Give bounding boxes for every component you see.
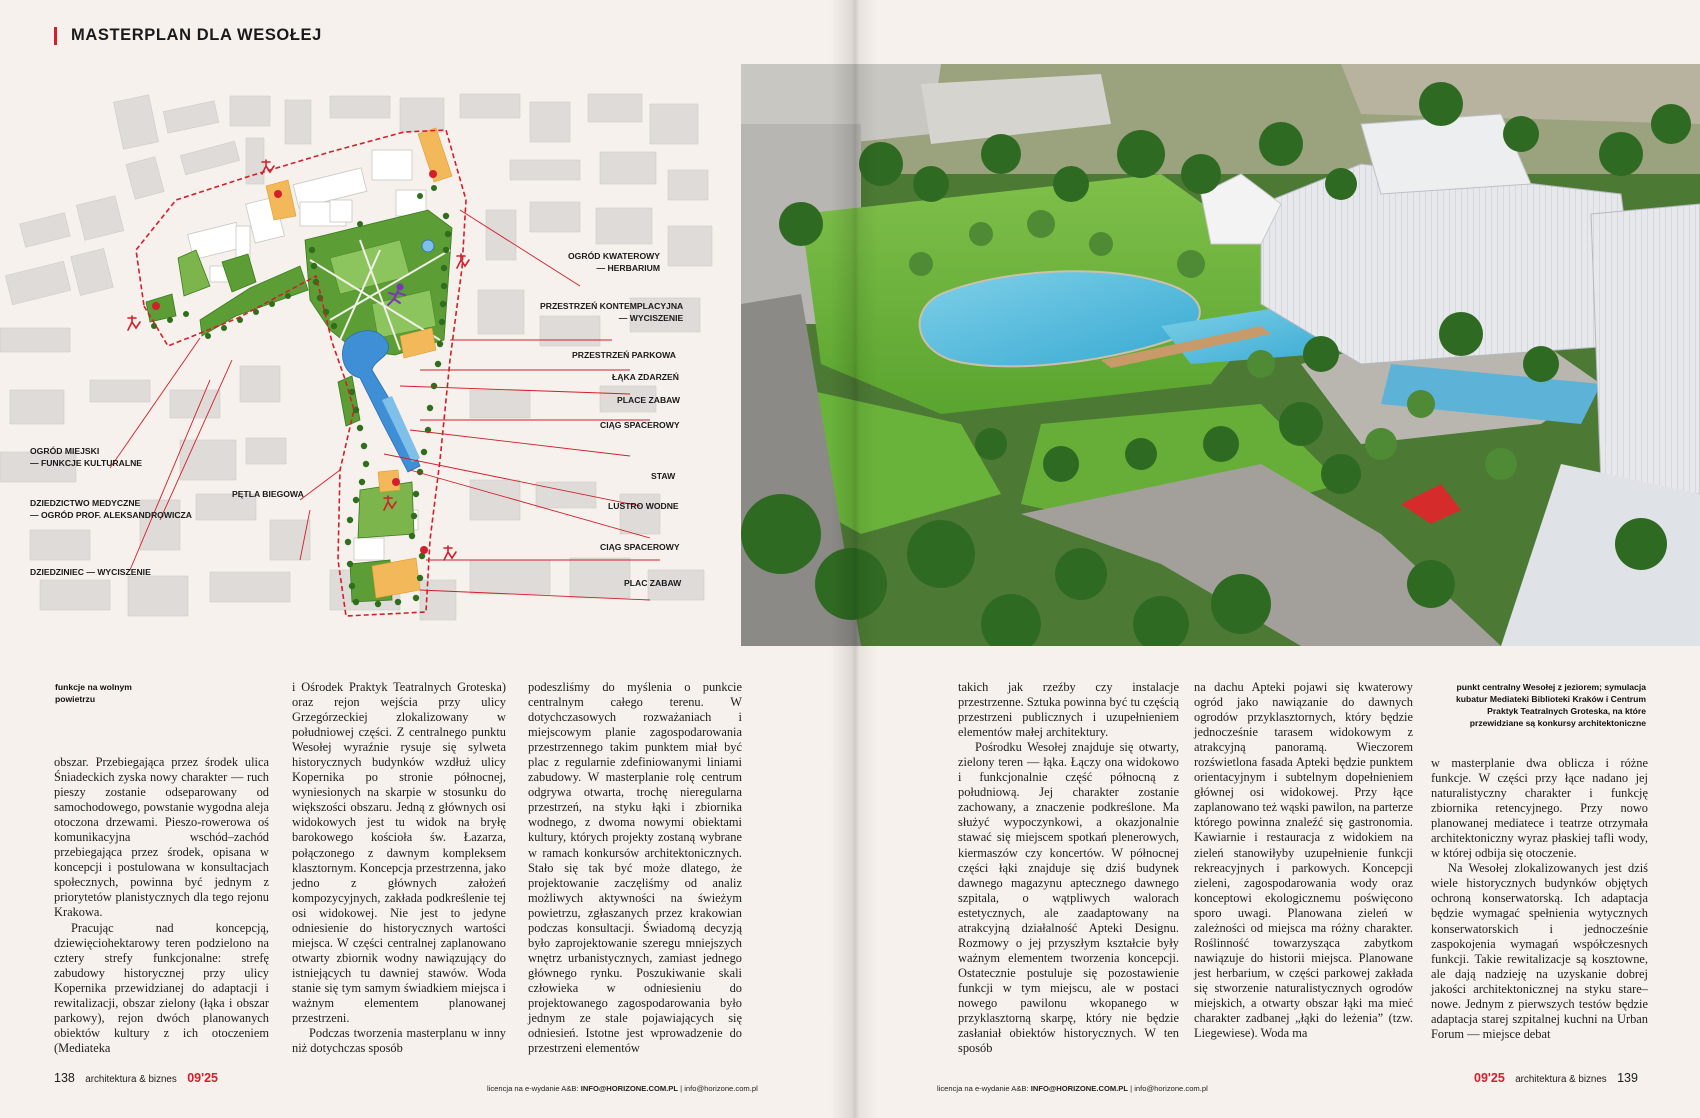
page-number: 139: [1617, 1071, 1638, 1085]
page-number: 138: [54, 1071, 75, 1085]
label-laka-zdarzen: ŁĄKA ZDARZEŃ: [612, 372, 679, 382]
label-staw: STAW: [651, 471, 676, 481]
page-folio-left: [54, 1071, 218, 1085]
label-ogrod-kwaterowy: OGRÓD KWATEROWY — HERBARIUM: [568, 251, 660, 273]
paragraph: podeszliśmy do myślenia o punkcie centralnym całego terenu. W dotychczasowych rozważaniach i miejscowym planie zagospodarowania przestrzennego takim punktem miał być plac z regularnie zdefiniowanymi liniami zabudowy. W masterplanie rolę centrum odgrywa otwarta, trochę nieregularna przestrzeń, na styku łąki i zbiornika wodnego, z dwoma nowymi obiektami kultury, których projekty zostaną wybrane w ramach konkursów architektonicznych. Stało się tak być może dlatego, że projektowanie zaczęliśmy od analiz możliwych aktywności na świeżym powietrzu, zgłaszanych przez krakowian podczas konsultacji. Świadomą decyzją było zaprojektowanie szeregu mniejszych wnętrz urbanistycznych, zamiast jednego głównego rynku. Poszukiwanie skali człowieka w odniesieniu do projektowanego zagospodarowania było jednym ze stale pojawiających się odniesień. Istotne jest wprowadzenie do przestrzeni elementów: [528, 680, 742, 1056]
paragraph: obszar. Przebiegająca przez środek ulica Śniadeckich zyska nowy charakter — ruch pieszy zostanie odseparowany od samochodowego, powstanie wygodna aleja otoczona drzewami. Pieszo-rowerowa oś komunikacyjna wschód–zachód przebiegająca przez środek, opisana w koncepcji i postulowana w konsultacjach społecznych, powinna być jednym z priorytetów planistycznych dla tego rejonu Krakowa.: [54, 755, 269, 920]
license-email-lower: info@horizone.com.pl: [1134, 1084, 1208, 1093]
license-line-left: licencja na e-wydanie A&B: INFO@HORIZONE.COM.PL | info@horizone.com.pl: [487, 1084, 758, 1093]
magazine-name: architektura & biznes: [85, 1074, 177, 1085]
label-lustro-wodne: LUSTRO WODNE: [608, 501, 679, 511]
caption-left: funkcje na wolnym powietrzu: [55, 682, 132, 704]
body-column-5: [1194, 680, 1413, 1041]
page-folio-right: [1474, 1071, 1638, 1085]
title-accent-bar: [54, 27, 57, 45]
paragraph: Podczas tworzenia masterplanu w inny niż dotychczas sposób: [292, 1026, 506, 1056]
license-email-lower: info@horizone.com.pl: [684, 1084, 758, 1093]
license-prefix: licencja na e-wydanie A&B:: [487, 1084, 579, 1093]
label-plac-zabaw: PLAC ZABAW: [624, 578, 682, 588]
site-plan-map: [0, 90, 720, 630]
label-ciag-spacerowy-2: CIĄG SPACEROWY: [600, 542, 680, 552]
license-email: INFO@HORIZONE.COM.PL: [580, 1084, 678, 1093]
paragraph: Na Wesołej zlokalizowanych jest dziś wiele historycznych budynków objętych ochroną konserwatorską. Ich adaptacja będzie wymagać spełnienia wytycznych konserwatorskich i jednocześnie zaspokojenia wymagań współczesnych funkcji. Takie rewitalizacje są kosztowne, ale dają nadzieję na uzyskanie dobrej jakości architektonicznej na styku stare–nowe. Jednym z pierwszych testów będzie adaptacja starej szpitalnej kuchni na Urban Forum — miejsce debat: [1431, 861, 1648, 1041]
license-prefix: licencja na e-wydanie A&B:: [937, 1084, 1029, 1093]
label-petla-biegowa: PĘTLA BIEGOWA: [232, 489, 304, 499]
label-dziedziniec: DZIEDZINIEC — WYCISZENIE: [30, 567, 151, 577]
body-column-1: [54, 755, 269, 1056]
issue-number: 09'25: [187, 1071, 218, 1085]
paragraph: na dachu Apteki pojawi się kwaterowy ogród jako nawiązanie do dawnych ogrodów przyklasztornych, który będzie jednocześnie tarasem widokowym z atrakcyjną panoramą. Wieczorem rozświetlona fasada Apteki będzie punktem orientacyjnym i subtelnym dopełnieniem głównej osi widokowej. Przy łące zaplanowano też wąski pawilon, na parterze którego powinna znaleźć się gastronomia. Kawiarnie i restauracja z widokiem na zieleń stanowiłyby uzupełnienie funkcji rekreacyjnych i parkowych. Koncepcji zieleni, zagospodarowania wody oraz konceptowi ekologicznemu poświęcono sporo uwagi. Planowana zieleń w zależności od miejsca ma różny charakter. Roślinność towarzysząca zabytkom nawiązuje do historii miejsca. Planowane jest herbarium, w części parkowej zakłada się stworzenie naturalistycznych ogrodów miejskich, a otwarty obszar łąki ma mieć charakter zadbanej „łąki do leżenia” (tzw. Liegewiese). Woda ma: [1194, 680, 1413, 1041]
section-title: MASTERPLAN DLA WESOŁEJ: [71, 26, 322, 44]
body-column-4: [958, 680, 1179, 1056]
paragraph: takich jak rzeźby czy instalacje przestrzenne. Sztuka powinna być tu częścią przestrzeni publicznych i uzupełnieniem elementów małej architektury.: [958, 680, 1179, 740]
body-column-3: [528, 680, 742, 1056]
rendering-illustration: [741, 64, 1700, 646]
issue-number: 09'25: [1474, 1071, 1505, 1085]
label-przestrzen-parkowa: PRZESTRZEŃ PARKOWA: [572, 350, 676, 360]
paragraph: i Ośrodek Praktyk Teatralnych Groteska) oraz rejon wejścia przy ulicy Grzegórzeckiej zlokalizowany w południowej części. Z centralnego punktu Wesołej wyraźnie rysuje się sylweta historycznych budynków wzdłuż ulicy Kopernika po stronie północnej, wyniesionych na skarpie w stosunku do większości obszaru. Jedną z głównych osi widokowych jest tu widok na bryłę barokowego kościoła św. Łazarza, połączonego z dawnym kompleksem klasztornym. Koncepcja przestrzenna, jako jedno z głównych założeń kompozycyjnych, zakłada podkreślenie tej osi widokowej. Nie jest to jedyne odniesienie do historycznych wartości miejsca. W części centralnej zaplanowano otwarty zbiornik wodny nawiązujący do istniejących tu dawniej stawów. Woda stanie się tym samym świadkiem miejsca i ważnym elementem planowanej przestrzeni.: [292, 680, 506, 1026]
body-column-2: [292, 680, 506, 1056]
label-dziedzictwo-medyczne: DZIEDZICTWO MEDYCZNE — OGRÓD PROF. ALEKSANDROWICZA: [30, 498, 193, 520]
magazine-name: architektura & biznes: [1515, 1074, 1607, 1085]
label-ogrod-miejski: OGRÓD MIEJSKI — FUNKCJE KULTURALNE: [30, 446, 143, 468]
body-column-6: [1431, 756, 1648, 1042]
aerial-rendering-image: [741, 64, 1700, 646]
label-place-zabaw: PLACE ZABAW: [617, 395, 681, 405]
caption-right: punkt centralny Wesołej z jeziorem; symulacja kubatur Mediateki Biblioteki Kraków i Centrum Praktyk Teatralnych Groteska, na które przewidziane są konkursy architektoniczne: [1455, 682, 1646, 728]
license-email: INFO@HORIZONE.COM.PL: [1030, 1084, 1128, 1093]
paragraph: Pracując nad koncepcją, dziewięciohektarowy teren podzielono na cztery strefy funkcjonalne: strefę zabudowy historycznej przy ulicy Kopernika przewidzianej do adaptacji i rewitalizacji, obszar zielony (łąka i obszar parkowy), rejon dwóch planowanych obiektów kultury z ich otoczeniem (Mediateka: [54, 920, 269, 1055]
label-ciag-spacerowy-1: CIĄG SPACEROWY: [600, 420, 680, 430]
paragraph: Pośrodku Wesołej znajduje się otwarty, zielony teren — łąka. Łączy ona widokowo i funkcjonalnie część północną z południową. Jej charakter zostanie zachowany, a znaczenie podkreślone. Ma służyć wypoczynkowi, a okazjonalnie stawać się miejscem spotkań plenerowych, kiermaszów czy koncertów. W północnej części łąki znajduje się dziś budynek dawnego magazynu aptecznego dawnego szpitala, o wątpliwych walorach estetycznych, ale zaadaptowany na atrakcyjną działalność Apteki Designu. Rozmowy o jej przyszłym kształcie były ważnym elementem tworzenia koncepcji. Ostatecznie postuluje się pozostawienie funkcji w tym miejscu, ale w postaci nowego pawilonu wkopanego w przyklasztorną skarpę, który nie będzie zasłaniał obiektów historycznych. W ten sposób: [958, 740, 1179, 1056]
paragraph: w masterplanie dwa oblicza i różne funkcje. W części przy łące nadano jej naturalistyczny charakter i funkcję zbiornika retencyjnego. Przy nowo planowanej mediatece i teatrze otrzymała architektoniczny wyraz płaskiej tafli wody, w której odbija się otoczenie.: [1431, 756, 1648, 861]
license-line-right: licencja na e-wydanie A&B: INFO@HORIZONE.COM.PL | info@horizone.com.pl: [937, 1084, 1208, 1093]
label-przestrzen-kontemplacyjna: PRZESTRZEŃ KONTEMPLACYJNA — WYCISZENIE: [540, 301, 684, 323]
